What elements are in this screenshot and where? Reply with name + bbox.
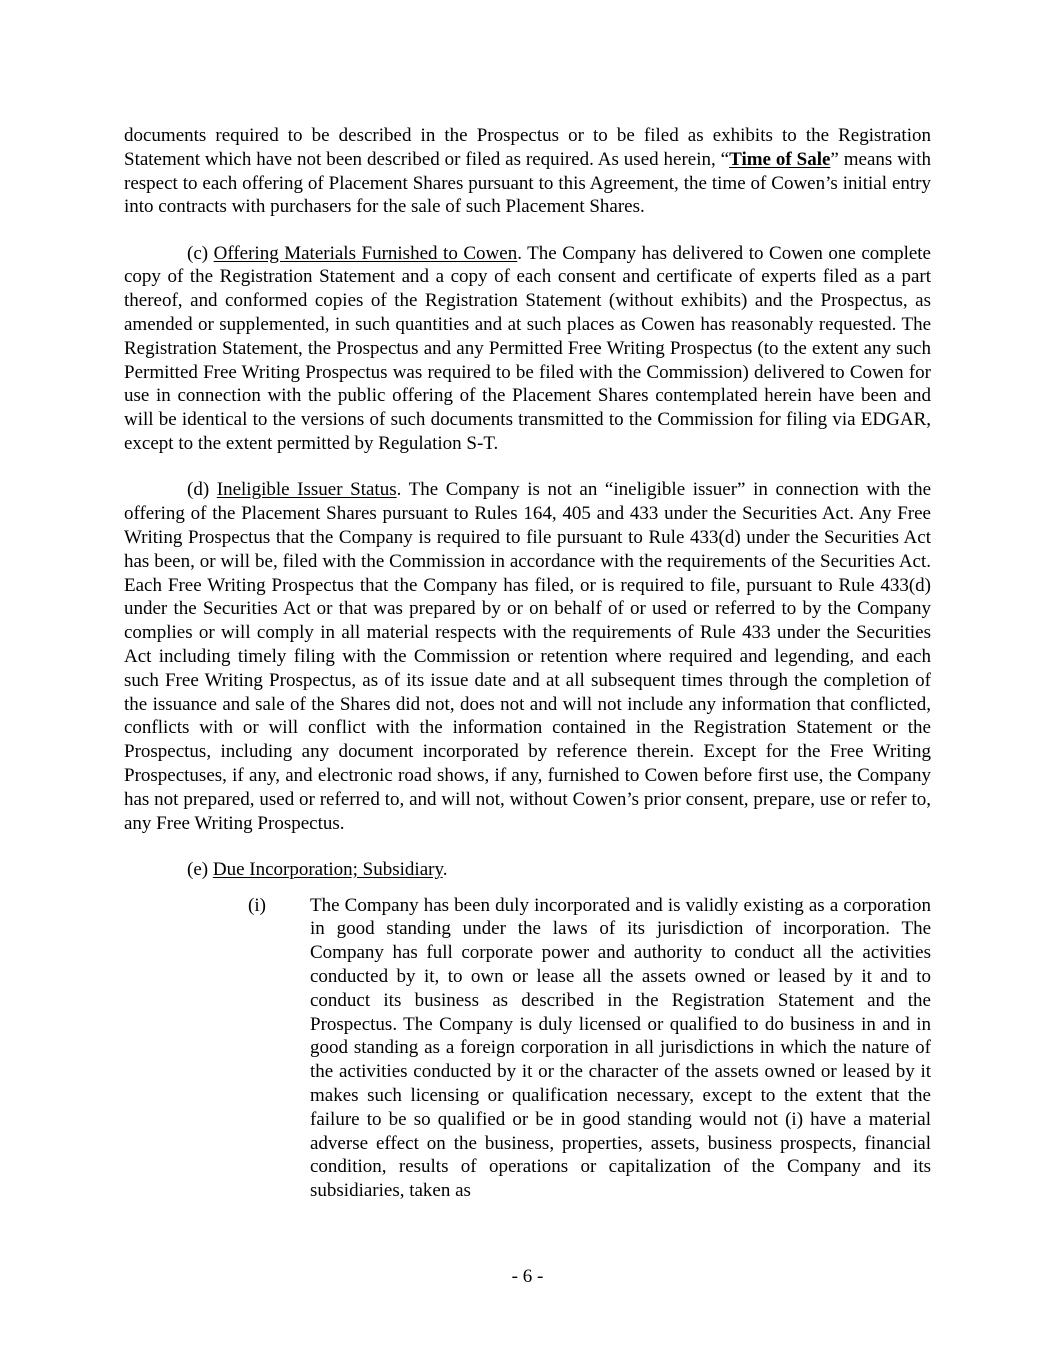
paragraph-d-heading: Ineligible Issuer Status — [216, 479, 397, 501]
paragraph-d-label: (d) — [187, 479, 217, 501]
paragraph-d-text: . The Company is not an “ineligible issuer” in connection with the offering of the Placement Shares pursuant to Rules 164, 405 and 433 under the Securities Act. Any Free Writing Prospectus that the Company is required to file pursuant to Rule 433(d) under the Securities Act has been, or will be, filed with the Commission in accordance with the requirements of the Securities Act. Each Free Writing Prospectus that the Company has filed, or is required to file, pursuant to Rule 433(d) under the Securities Act or that was prepared by or on behalf of or used or referred to by the Company complies or will comply in all material respects with the requirements of Rule 433 under the Securities Act including timely filing with the Commission or retention where required and legending, and each such Free Writing Prospectus, as of its issue date and at all subsequent times through the completion of the issuance and sale of the Shares did not, does not and will not include any information that conflicted, conflicts with or will conflict with the information contained in the Registration Statement or the Prospectus, including any document incorporated by reference therein. Except for the Free Writing Prospectuses, if any, and electronic road shows, if any, furnished to Cowen before first use, the Company has not prepared, used or referred to, and will not, without Cowen’s prior consent, prepare, use or refer to, any Free Writing Prospectus. — [124, 479, 932, 834]
page-number: - 6 - — [511, 1266, 544, 1287]
paragraph-e — [124, 858, 931, 882]
paragraph-e-label: (e) — [187, 858, 213, 880]
defined-term-time-of-sale: Time of Sale — [729, 148, 831, 170]
paragraph-intro — [124, 124, 931, 219]
paragraph-c-text: . The Company has delivered to Cowen one complete copy of the Registration Statement and a copy of each consent and certificate of experts filed as a part thereof, and conformed copies of the Registration Statement (without exhibits) and the Prospectus, as amended or supplemented, in such quantities and at such places as Cowen has reasonably requested. The Registration Statement, the Prospectus and any Permitted Free Writing Prospectus (to the extent any such Permitted Free Writing Prospectus was required to be filed with the Commission) delivered to Cowen for use in connection with the public offering of the Placement Shares contemplated herein have been and will be identical to the versions of such documents transmitted to the Commission for filing via EDGAR, except to the extent permitted by Regulation S-T. — [124, 242, 931, 455]
intro-text-b: ” means with respect to each offering of Placement Shares pursuant to this Agreement, the time of Cowen’s initial entry into contracts with purchasers for the sale of such Placement Shares. — [124, 148, 931, 218]
paragraph-d — [124, 478, 931, 835]
paragraph-e-suffix: . — [442, 858, 448, 880]
intro-text-a: documents required to be described in the Prospectus or to be filed as exhibits to the Registration Statement which have not been described or filed as required. As used herein, “ — [124, 125, 931, 170]
subparagraph-i-text: The Company has been duly incorporated and is validly existing as a corporation in good standing under the laws of its jurisdiction of incorporation. The Company has full corporate power and authority to conduct all the activities conducted by it, to own or lease all the assets owned or leased by it and to conduct its business as described in the Registration Statement and the Prospectus. The Company is duly licensed or qualified to do business in and in good standing as a foreign corporation in all jurisdictions in which the nature of the activities conducted by it or the character of the assets owned or leased by it makes such licensing or qualification necessary, except to the extent that the failure to be so qualified or be in good standing would not (i) have a material adverse effect on the business, properties, assets, business prospects, financial condition, results of operations or capitalization of the Company and its subsidiaries, taken as — [310, 894, 931, 1202]
paragraph-c-heading: Offering Materials Furnished to Cowen — [213, 242, 518, 264]
document-page — [124, 124, 931, 1203]
paragraph-c-label: (c) — [187, 242, 214, 264]
subparagraph-i — [124, 894, 931, 1203]
paragraph-e-heading: Due Incorporation; Subsidiary — [212, 858, 443, 880]
subparagraph-i-number: (i) — [248, 894, 266, 916]
paragraph-c — [124, 242, 931, 456]
